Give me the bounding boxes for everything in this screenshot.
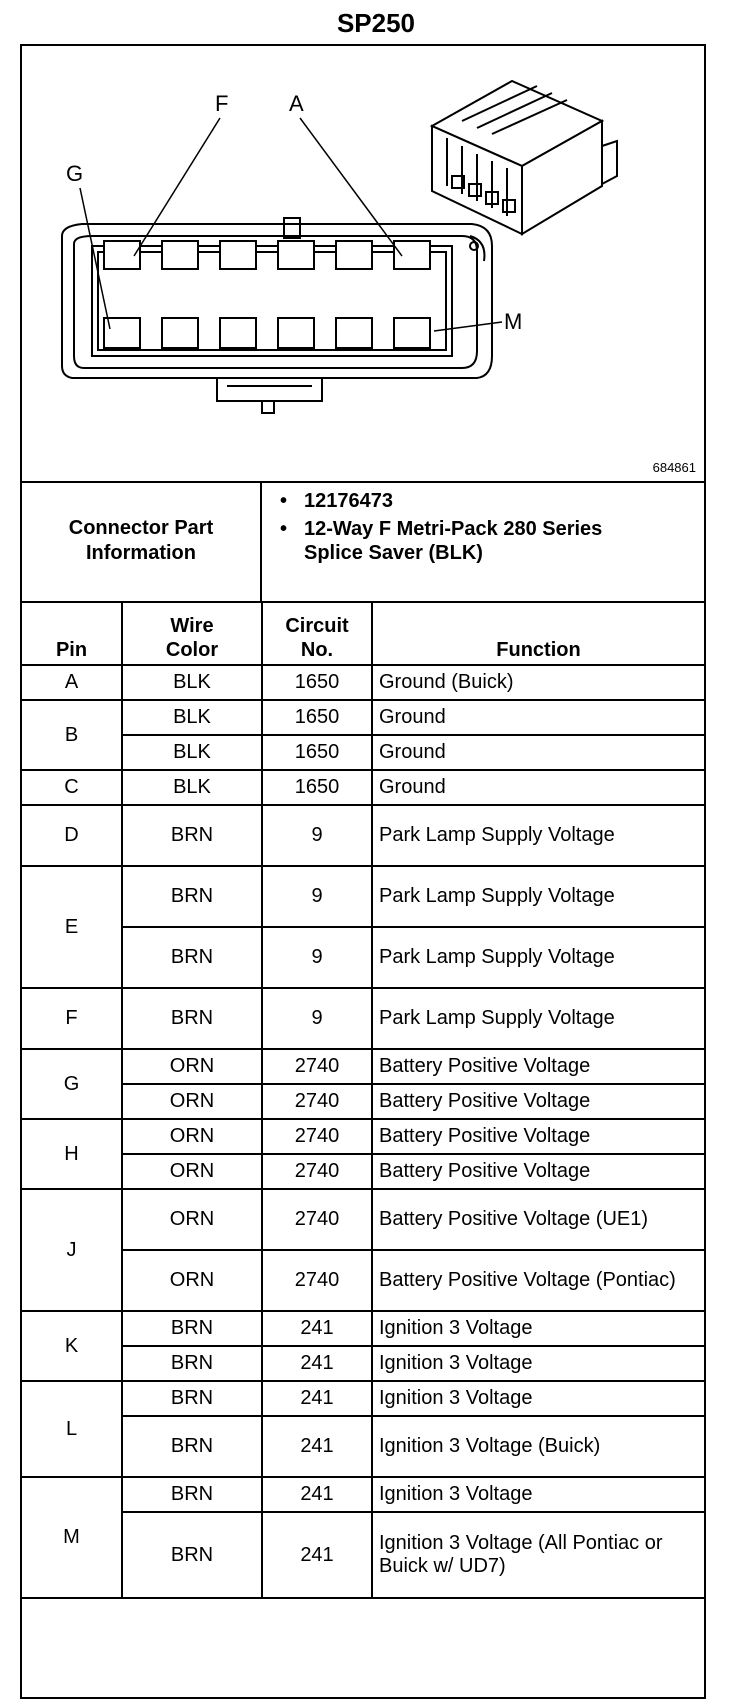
- table-row: [22, 735, 704, 770]
- pin-cell: A: [22, 665, 122, 700]
- circuit-cell: 2740: [262, 1154, 372, 1189]
- header-label: Function: [496, 639, 581, 661]
- pin-cell: B: [22, 700, 122, 770]
- circuit-cell: 241: [262, 1416, 372, 1477]
- wire-color-cell: ORN: [122, 1154, 262, 1189]
- circuit-cell: 2740: [262, 1250, 372, 1311]
- header-label: Color: [165, 639, 219, 661]
- pin-cell: L: [22, 1381, 122, 1477]
- pin-cell: J: [22, 1189, 122, 1311]
- wire-color-cell: BLK: [122, 770, 262, 805]
- wire-color-cell: BRN: [122, 1512, 262, 1598]
- circuit-cell: 2740: [262, 1049, 372, 1084]
- pin-cell: E: [22, 866, 122, 988]
- function-cell: Battery Positive Voltage: [372, 1049, 704, 1084]
- circuit-cell: 1650: [262, 735, 372, 770]
- connector-3d-view: [432, 81, 617, 234]
- connector-diagram: [22, 46, 704, 483]
- function-cell: Ground: [372, 700, 704, 735]
- table-row: [22, 1119, 704, 1154]
- page-title: SP250: [336, 8, 416, 38]
- pin-cavities: [104, 241, 430, 348]
- cavity-A: [394, 241, 430, 269]
- wire-color-cell: BLK: [122, 700, 262, 735]
- function-cell: Battery Positive Voltage: [372, 1154, 704, 1189]
- wire-color-cell: ORN: [122, 1250, 262, 1311]
- pin-table-body: [22, 665, 704, 1598]
- cavity: [162, 241, 198, 269]
- cavity: [278, 241, 314, 269]
- table-row: [22, 1084, 704, 1119]
- function-cell: Ignition 3 Voltage: [372, 1311, 704, 1346]
- circuit-cell: 9: [262, 805, 372, 866]
- table-header-row: [22, 601, 704, 665]
- header-function: [372, 601, 704, 665]
- pin-cell: C: [22, 770, 122, 805]
- circuit-cell: 241: [262, 1346, 372, 1381]
- table-row: [22, 1512, 704, 1598]
- connector-info-list: [278, 489, 604, 569]
- function-cell: Battery Positive Voltage (Pontiac): [372, 1250, 704, 1311]
- table-row: [22, 1049, 704, 1084]
- callout-label: M: [504, 309, 523, 334]
- function-cell: Park Lamp Supply Voltage: [372, 988, 704, 1049]
- circuit-cell: 1650: [262, 700, 372, 735]
- function-cell: Ground (Buick): [372, 665, 704, 700]
- table-row: [22, 1346, 704, 1381]
- table-row: [22, 1189, 704, 1250]
- function-cell: Battery Positive Voltage (UE1): [372, 1189, 704, 1250]
- wire-color-cell: ORN: [122, 1119, 262, 1154]
- connector-sheet: [20, 44, 706, 1699]
- callout-label: F: [215, 91, 229, 116]
- pin-table: [22, 601, 704, 1599]
- circuit-cell: 9: [262, 927, 372, 988]
- table-row: [22, 1154, 704, 1189]
- wire-color-cell: ORN: [122, 1049, 262, 1084]
- circuit-cell: 2740: [262, 1084, 372, 1119]
- circuit-cell: 2740: [262, 1189, 372, 1250]
- function-cell: Battery Positive Voltage: [372, 1084, 704, 1119]
- callout-label: G: [66, 161, 84, 186]
- wire-color-cell: BRN: [122, 805, 262, 866]
- wire-color-cell: BRN: [122, 927, 262, 988]
- pin-cell: M: [22, 1477, 122, 1598]
- connector-part-info: [22, 481, 704, 603]
- wire-color-cell: BRN: [122, 1311, 262, 1346]
- wire-color-cell: ORN: [122, 1084, 262, 1119]
- connector-info-item: • 12-Way F Metri-Pack 280 Series Splice Saver (BLK): [278, 517, 604, 565]
- header-wire-color: [122, 601, 262, 665]
- table-row: [22, 1311, 704, 1346]
- pin-cell: G: [22, 1049, 122, 1119]
- table-row: [22, 1416, 704, 1477]
- function-cell: Park Lamp Supply Voltage: [372, 805, 704, 866]
- cavity: [278, 318, 314, 348]
- table-row: [22, 927, 704, 988]
- function-cell: Battery Positive Voltage: [372, 1119, 704, 1154]
- callout-label: A: [289, 91, 304, 116]
- table-row: [22, 700, 704, 735]
- circuit-cell: 241: [262, 1512, 372, 1598]
- wire-color-cell: BRN: [122, 1477, 262, 1512]
- table-row: [22, 805, 704, 866]
- figure-id: 684861: [652, 460, 696, 475]
- connector-info-label-line: Information: [86, 542, 196, 564]
- function-cell: Park Lamp Supply Voltage: [372, 927, 704, 988]
- function-cell: Ground: [372, 735, 704, 770]
- wire-color-cell: BRN: [122, 988, 262, 1049]
- connector-drawing: [22, 46, 704, 481]
- cavity: [336, 241, 372, 269]
- circuit-cell: 9: [262, 866, 372, 927]
- wire-color-cell: ORN: [122, 1189, 262, 1250]
- function-cell: Ignition 3 Voltage (Buick): [372, 1416, 704, 1477]
- wire-color-cell: BRN: [122, 866, 262, 927]
- connector-info-label: [22, 481, 262, 601]
- connector-info-label-line: Connector Part: [68, 517, 214, 539]
- table-row: [22, 1477, 704, 1512]
- circuit-cell: 241: [262, 1477, 372, 1512]
- pin-cell: D: [22, 805, 122, 866]
- wire-color-cell: BRN: [122, 1416, 262, 1477]
- table-row: [22, 866, 704, 927]
- pin-cell: H: [22, 1119, 122, 1189]
- wire-color-cell: BRN: [122, 1381, 262, 1416]
- table-row: [22, 770, 704, 805]
- function-cell: Ignition 3 Voltage: [372, 1346, 704, 1381]
- cavity: [220, 241, 256, 269]
- header-pin-label: Pin: [55, 639, 88, 661]
- header-circuit: [262, 601, 372, 665]
- pin-cell: F: [22, 988, 122, 1049]
- cavity: [220, 318, 256, 348]
- function-cell: Ignition 3 Voltage: [372, 1381, 704, 1416]
- circuit-cell: 1650: [262, 770, 372, 805]
- function-cell: Ignition 3 Voltage (All Pontiac or Buick w/ UD7): [372, 1512, 704, 1598]
- cavity: [162, 318, 198, 348]
- cavity: [336, 318, 372, 348]
- wire-color-cell: BRN: [122, 1346, 262, 1381]
- function-cell: Park Lamp Supply Voltage: [372, 866, 704, 927]
- connector-info-item: • 12176473: [278, 489, 604, 513]
- table-row: [22, 1381, 704, 1416]
- header-label: Circuit: [285, 615, 349, 637]
- header-label: No.: [300, 639, 334, 661]
- circuit-cell: 241: [262, 1311, 372, 1346]
- wire-color-cell: BLK: [122, 665, 262, 700]
- header-pin: [22, 601, 122, 665]
- header-label: Wire: [170, 615, 214, 637]
- table-row: [22, 988, 704, 1049]
- function-cell: Ignition 3 Voltage: [372, 1477, 704, 1512]
- function-cell: Ground: [372, 770, 704, 805]
- cavity-M: [394, 318, 430, 348]
- circuit-cell: 9: [262, 988, 372, 1049]
- cavity-G: [104, 318, 140, 348]
- circuit-cell: 1650: [262, 665, 372, 700]
- wire-color-cell: BLK: [122, 735, 262, 770]
- table-row: [22, 665, 704, 700]
- circuit-cell: 241: [262, 1381, 372, 1416]
- table-row: [22, 1250, 704, 1311]
- circuit-cell: 2740: [262, 1119, 372, 1154]
- pin-cell: K: [22, 1311, 122, 1381]
